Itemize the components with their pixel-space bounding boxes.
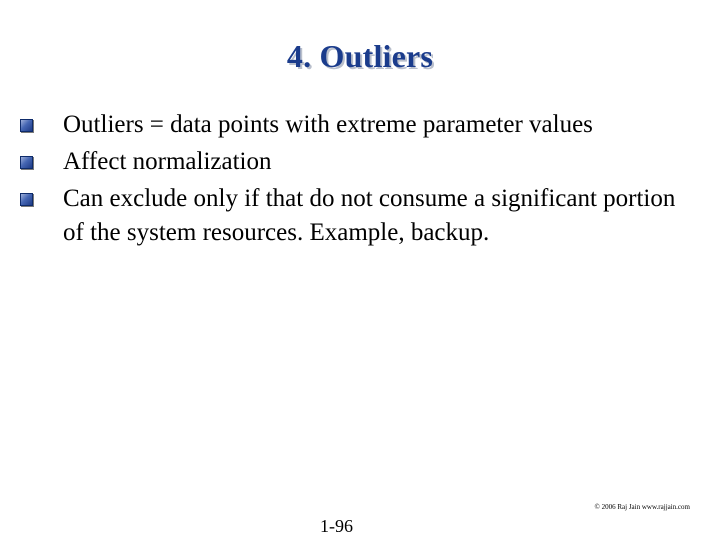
bullet-item-outliers-definition (20, 108, 700, 142)
bullet-list (20, 108, 700, 253)
bullet-text: Affect normalization (63, 148, 272, 175)
bullet-item-affect-normalization (20, 145, 700, 179)
copyright-notice: © 2006 Raj Jain www.rajjain.com (594, 503, 690, 511)
checkbox-bullet-icon (20, 119, 33, 132)
checkbox-bullet-icon (20, 193, 33, 206)
slide-title: 4. Outliers (286, 38, 434, 74)
bullet-text: Outliers = data points with extreme parameter values (63, 111, 593, 138)
page-number: 1-96 (320, 516, 353, 536)
checkbox-bullet-icon (20, 156, 33, 169)
bullet-item-exclude-condition (20, 182, 700, 250)
bullet-text: Can exclude only if that do not consume a significant portion of the system resources. Example, backup. (63, 185, 676, 246)
